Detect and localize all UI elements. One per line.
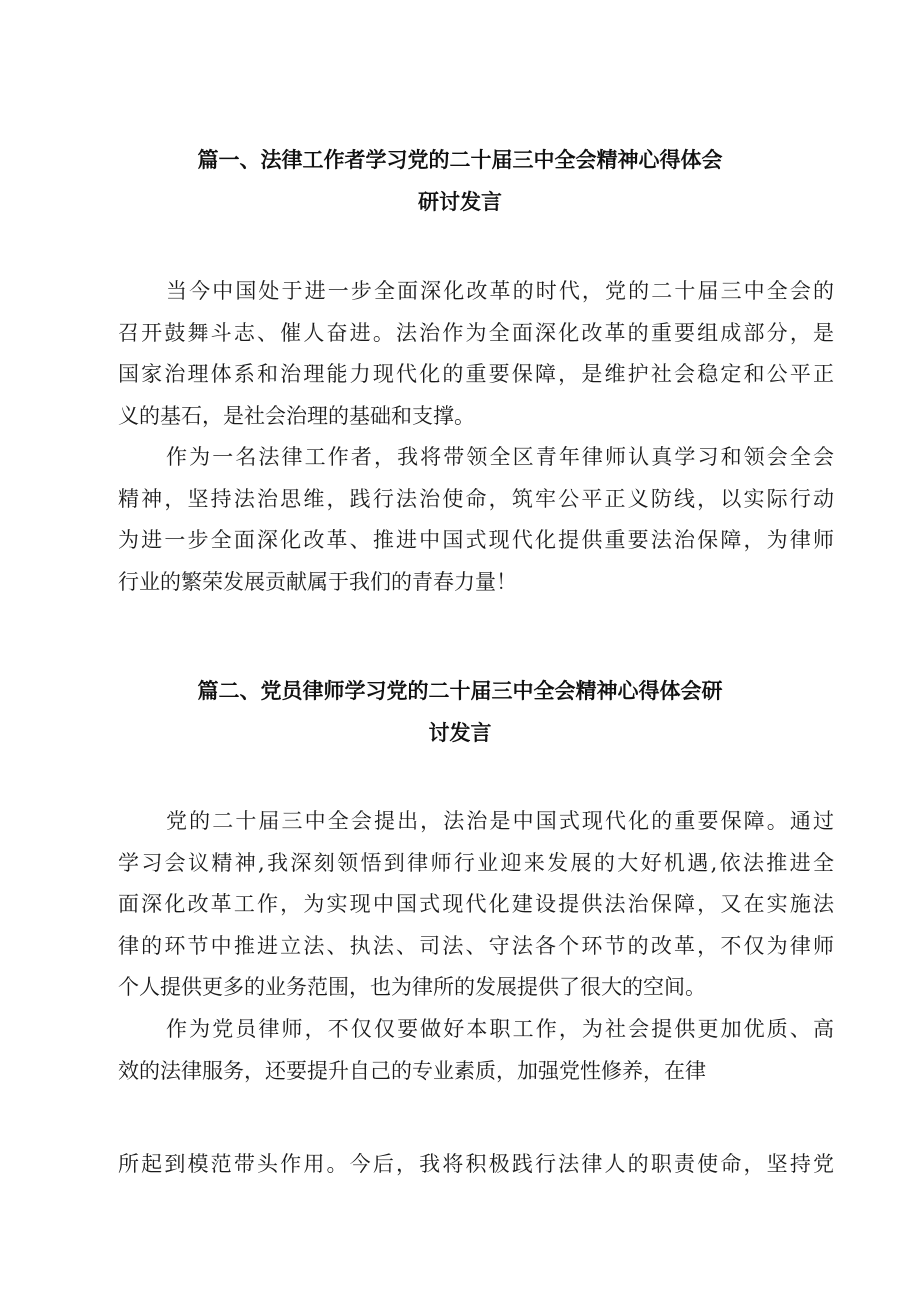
text-line: 效的法律服务，还要提升自己的专业素质，加强党性修养，在律 xyxy=(118,1058,706,1083)
section-2-paragraph-2 xyxy=(118,1009,834,1092)
text-line: 党的二十届三中全会提出，法治是中国式现代化的重要保障。通过 xyxy=(166,809,834,833)
text-line: 义的基石，是社会治理的基础和支撑。 xyxy=(118,403,475,428)
section-2-continuation xyxy=(118,1144,834,1186)
text-line: 国家治理体系和治理能力现代化的重要保障，是维护社会稳定和公平正 xyxy=(118,362,834,386)
text-line: 行业的繁荣发展贡献属于我们的青春力量！ xyxy=(118,569,517,594)
heading-line: 研讨发言 xyxy=(418,190,502,214)
text-line: 作为一名法律工作者，我将带领全区青年律师认真学习和领会全会 xyxy=(166,445,834,469)
text-line: 个人提供更多的业务范围，也为律所的发展提供了很大的空间。 xyxy=(118,975,706,999)
section-1-heading xyxy=(0,139,920,223)
text-line: 为进一步全面深化改革、推进中国式现代化提供重要法治保障，为律师 xyxy=(118,528,834,552)
text-line: 精神，坚持法治思维，践行法治使命，筑牢公平正义防线，以实际行动 xyxy=(118,486,834,511)
text-line: 所起到模范带头作用。今后，我将积极践行法律人的职责使命，坚持党 xyxy=(118,1152,834,1176)
section-1-paragraph-2 xyxy=(118,437,834,603)
section-2-heading xyxy=(0,670,920,754)
text-line: 召开鼓舞斗志、催人奋进。法治作为全面深化改革的重要组成部分，是 xyxy=(118,320,834,345)
text-line: 律的环节中推进立法、执法、司法、守法各个环节的改革，不仅为律师 xyxy=(118,933,834,958)
heading-line: 讨发言 xyxy=(428,721,492,745)
text-line: 作为党员律师，不仅仅要做好本职工作，为社会提供更加优质、高 xyxy=(166,1017,834,1041)
text-line: 面深化改革工作，为实现中国式现代化建设提供法治保障，又在实施法 xyxy=(118,892,834,916)
text-line: 学习会议精神,我深刻领悟到律师行业迎来发展的大好机遇,依法推进全 xyxy=(118,850,834,875)
section-2-paragraph-1 xyxy=(118,801,834,1009)
text-line: 当今中国处于进一步全面深化改革的时代，党的二十届三中全会的 xyxy=(166,279,834,303)
heading-line: 篇一、法律工作者学习党的二十届三中全会精神心得体会 xyxy=(197,148,723,172)
section-1-paragraph-1 xyxy=(118,271,834,437)
heading-line: 篇二、党员律师学习党的二十届三中全会精神心得体会研 xyxy=(197,679,723,703)
